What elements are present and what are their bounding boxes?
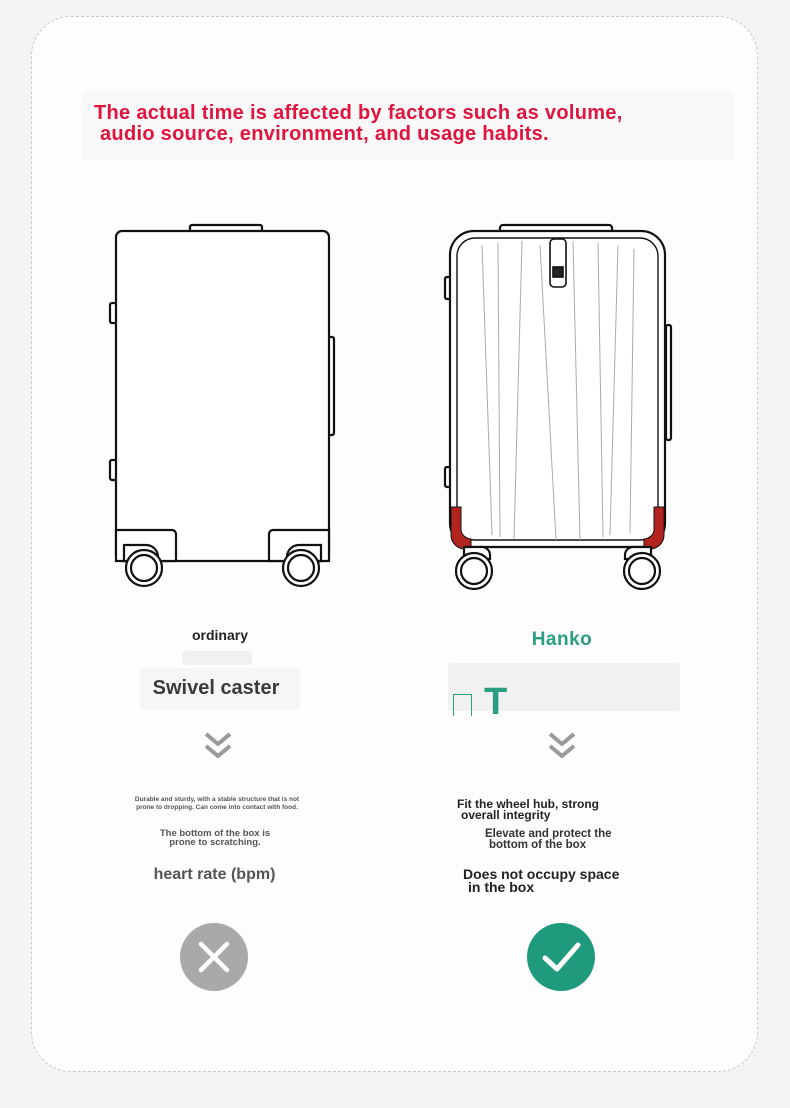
notice-banner [82,90,734,160]
hanko-desc-1: Fit the wheel hub, strong overall integrity [457,797,599,822]
hanko-desc-2: Elevate and protect the bottom of the box [485,828,612,851]
faded-placeholder [182,651,252,665]
double-chevron-down-icon [203,731,233,761]
hanko-label: Hanko [531,629,593,650]
hanko-suitcase-illustration [438,215,683,595]
ordinary-desc-1: Durable and sturdy, with a stable structure that is not prone to dropping. Can come into contact with food. [134,796,300,811]
swivel-caster-title: Swivel caster [152,677,280,699]
x-icon [180,923,248,991]
ordinary-desc-2: The bottom of the box is prone to scratching. [159,828,271,848]
notice-line-2: audio source, environment, and usage habits. [100,123,549,145]
ordinary-suitcase-illustration [100,215,345,595]
x-badge [180,923,248,991]
check-icon [527,923,595,991]
ordinary-desc-3: heart rate (bpm) [153,866,276,883]
ordinary-label: ordinary [191,627,248,643]
hanko-title-glyph: T [484,681,508,723]
hanko-desc-3: Does not occupy space in the box [463,866,620,895]
square-glyph [453,694,472,716]
double-chevron-down-icon [547,731,577,761]
check-badge [527,923,595,991]
faded-placeholder [448,663,680,711]
notice-line-1: The actual time is affected by factors such as volume, [94,102,623,124]
